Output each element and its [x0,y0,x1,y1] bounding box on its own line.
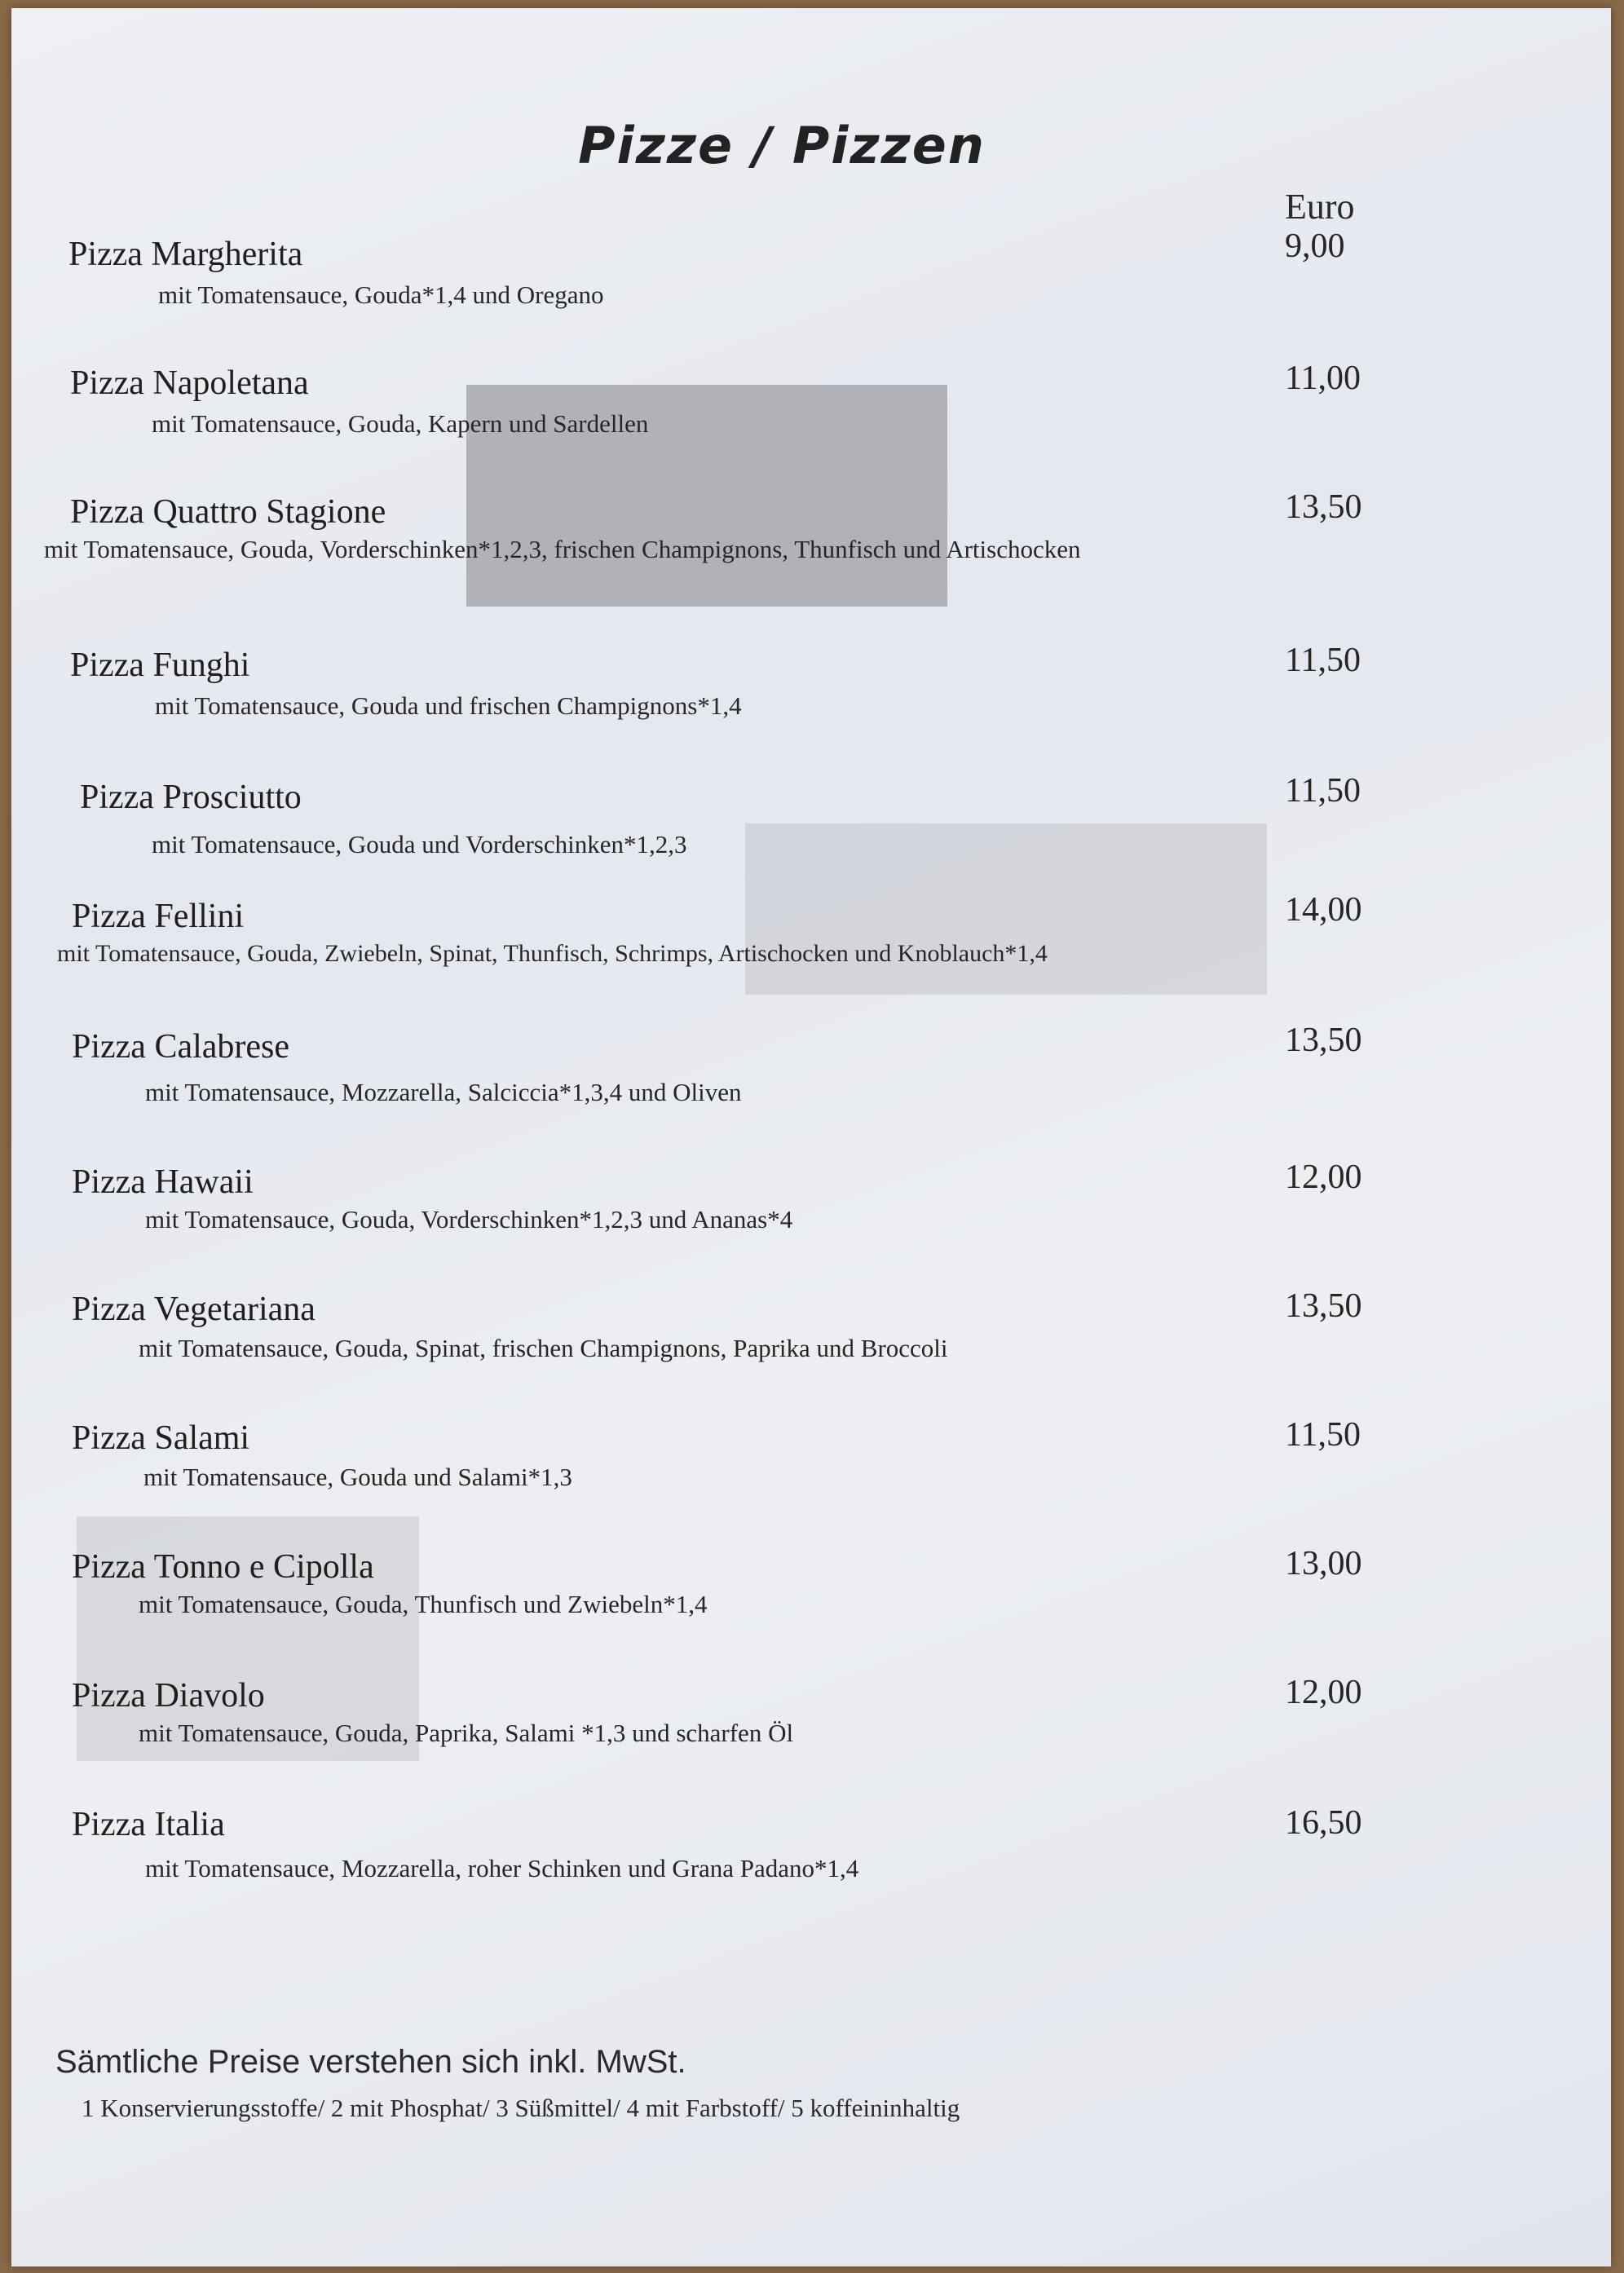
item-name: Pizza Hawaii [72,1163,254,1201]
item-price: 14,00 [1285,891,1362,929]
item-name: Pizza Funghi [70,647,250,684]
item-name: Pizza Quattro Stagione [70,493,386,531]
item-name: Pizza Italia [72,1806,225,1843]
item-description: mit Tomatensauce, Mozzarella, roher Schinken und Grana Padano*1,4 [145,1854,859,1882]
item-description: mit Tomatensauce, Mozzarella, Salciccia*1,3,4 und Oliven [145,1078,742,1106]
item-price: 9,00 [1285,227,1345,265]
item-price: 11,50 [1285,1416,1361,1454]
item-description: mit Tomatensauce, Gouda, Thunfisch und Zwiebeln*1,4 [139,1590,708,1618]
item-description: mit Tomatensauce, Gouda, Kapern und Sardellen [152,409,649,438]
menu-title: Pizze / Pizzen [578,116,986,175]
item-description: mit Tomatensauce, Gouda, Vorderschinken*1,2,3 und Ananas*4 [145,1205,793,1234]
item-description: mit Tomatensauce, Gouda und Vorderschinken*1,2,3 [152,830,687,858]
menu-sheet [11,8,1611,2266]
item-name: Pizza Fellini [72,898,245,935]
item-description: mit Tomatensauce, Gouda*1,4 und Oregano [158,280,604,309]
item-name: Pizza Prosciutto [80,779,302,816]
item-description: mit Tomatensauce, Gouda, Spinat, frischen Champignons, Paprika und Broccoli [139,1334,948,1362]
item-description: mit Tomatensauce, Gouda und frischen Champignons*1,4 [155,691,742,720]
item-price: 13,50 [1285,488,1362,526]
currency-label: Euro [1285,187,1355,227]
item-description: mit Tomatensauce, Gouda, Vorderschinken*1,2,3, frischen Champignons, Thunfisch und Artischocken [44,535,1081,563]
item-name: Pizza Tonno e Cipolla [72,1548,374,1586]
item-price: 11,50 [1285,772,1361,810]
item-price: 13,50 [1285,1287,1362,1325]
item-price: 12,00 [1285,1674,1362,1711]
item-price: 12,00 [1285,1159,1362,1196]
additives-legend: 1 Konservierungsstoffe/ 2 mit Phosphat/ 3 Süßmittel/ 4 mit Farbstoff/ 5 koffeininhaltig [82,2094,960,2122]
item-description: mit Tomatensauce, Gouda und Salami*1,3 [143,1463,572,1491]
item-name: Pizza Diavolo [72,1677,265,1715]
item-name: Pizza Vegetariana [72,1291,316,1328]
item-name: Pizza Napoletana [70,364,309,402]
item-description: mit Tomatensauce, Gouda, Zwiebeln, Spinat, Thunfisch, Schrimps, Artischocken und Knoblauch*1,4 [57,940,1048,967]
item-price: 16,50 [1285,1804,1362,1842]
item-price: 13,50 [1285,1022,1362,1059]
vat-note: Sämtliche Preise verstehen sich inkl. MwSt. [55,2044,686,2080]
item-name: Pizza Calabrese [72,1028,290,1066]
item-description: mit Tomatensauce, Gouda, Paprika, Salami *1,3 und scharfen Öl [139,1719,794,1747]
item-price: 13,00 [1285,1545,1362,1582]
item-name: Pizza Salami [72,1419,250,1457]
item-price: 11,00 [1285,360,1361,397]
item-name: Pizza Margherita [68,236,303,273]
item-price: 11,50 [1285,642,1361,679]
